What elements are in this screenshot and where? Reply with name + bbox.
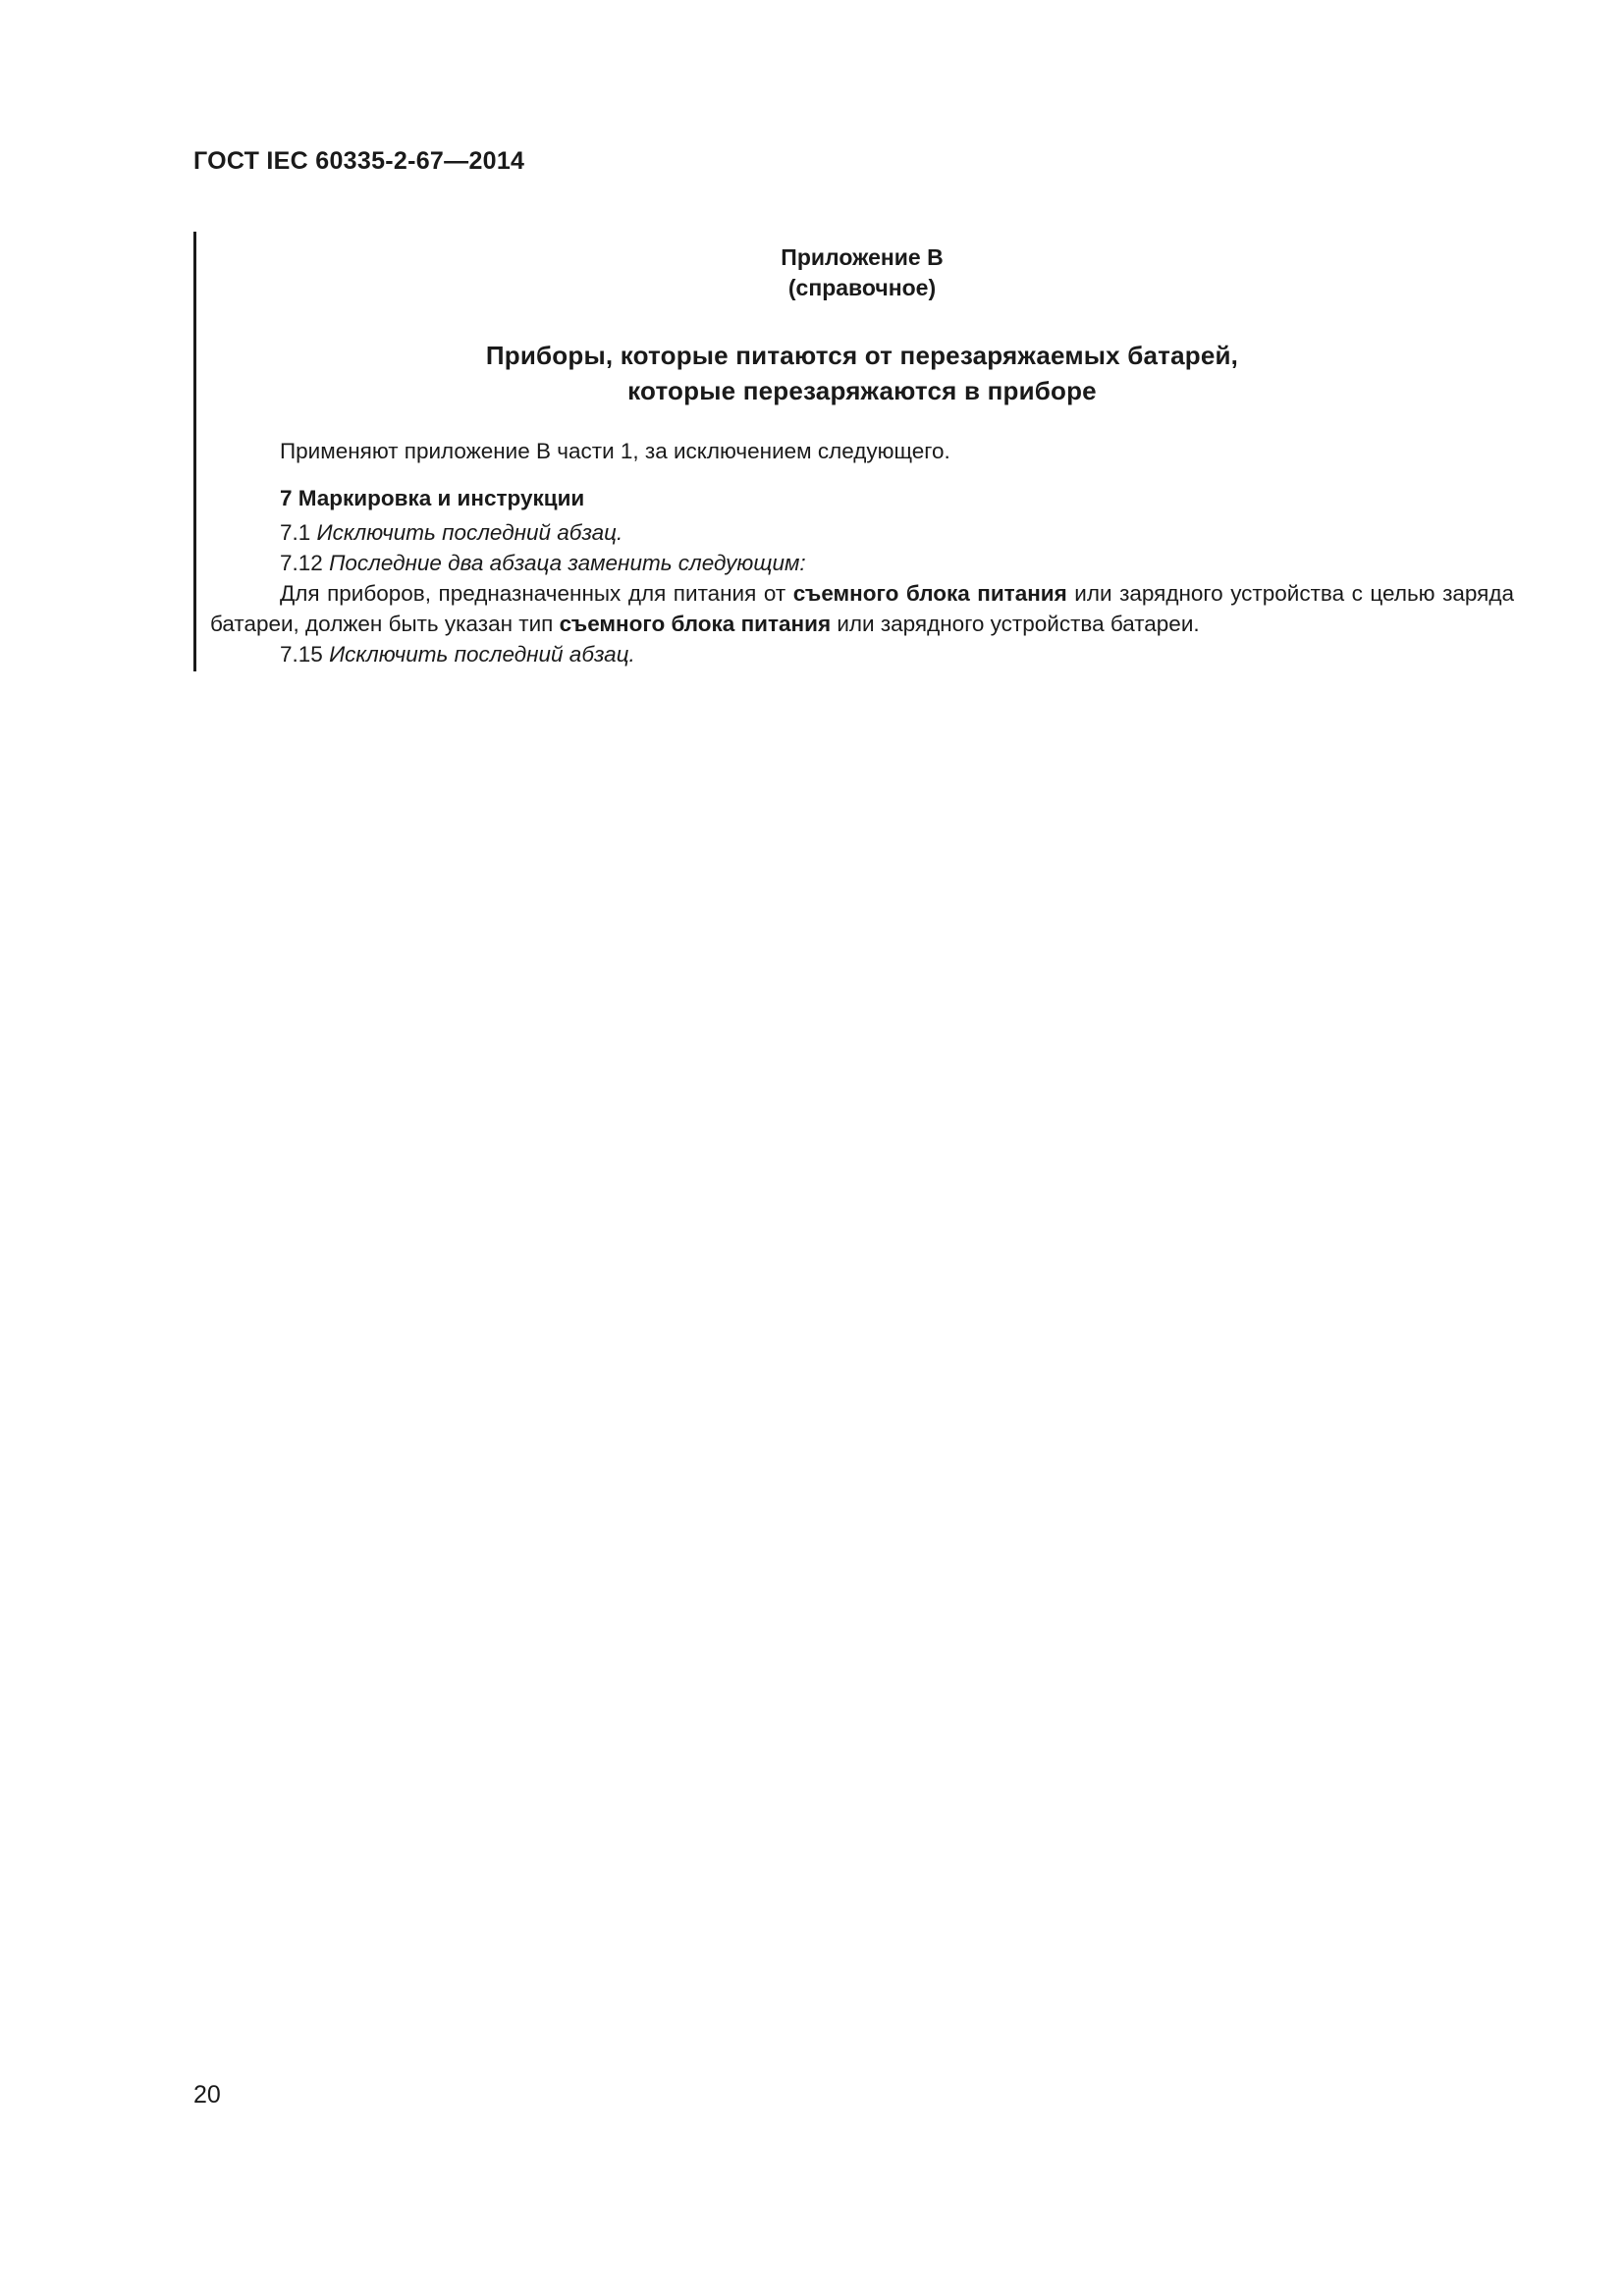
- document-header: ГОСТ IEC 60335-2-67—2014: [193, 147, 525, 175]
- appendix-heading-line-1: Приборы, которые питаются от перезаряжаемых батарей,: [485, 341, 1239, 370]
- item-7-1-number: 7.1: [280, 520, 311, 545]
- item-7-12: [210, 548, 1514, 578]
- defined-term-1: съемного блока питания: [792, 581, 1067, 606]
- page-number: 20: [193, 2081, 221, 2109]
- item-7-15-text: Исключить последний абзац.: [329, 642, 635, 667]
- item-7-15: [210, 639, 1514, 669]
- replacement-text-3: или зарядного устройства батареи.: [831, 612, 1200, 636]
- change-bar: [193, 232, 196, 671]
- replacement-paragraph: [210, 578, 1514, 639]
- defined-term-2: съемного блока питания: [559, 612, 832, 636]
- appendix-heading-line-2: которые перезаряжаются в приборе: [627, 376, 1097, 405]
- item-7-12-text: Последние два абзаца заменить следующим:: [329, 551, 806, 575]
- appendix-heading: [210, 338, 1514, 408]
- appendix-label: Приложение В: [781, 244, 944, 270]
- replacement-text-2: или зарядного устройства с целью заряда батареи, должен быть указан тип: [210, 581, 1514, 636]
- intro-paragraph: Применяют приложение В части 1, за исключением следующего.: [280, 439, 950, 463]
- appendix-content: [210, 242, 1514, 669]
- item-7-15-number: 7.15: [280, 642, 323, 667]
- section-title: 7 Маркировка и инструкции: [280, 486, 585, 510]
- item-7-1-text: Исключить последний абзац.: [316, 520, 623, 545]
- appendix-status: (справочное): [787, 275, 937, 300]
- item-7-1: [210, 517, 1514, 548]
- replacement-text-1: Для приборов, предназначенных для питания от: [280, 581, 793, 606]
- item-7-12-number: 7.12: [280, 551, 323, 575]
